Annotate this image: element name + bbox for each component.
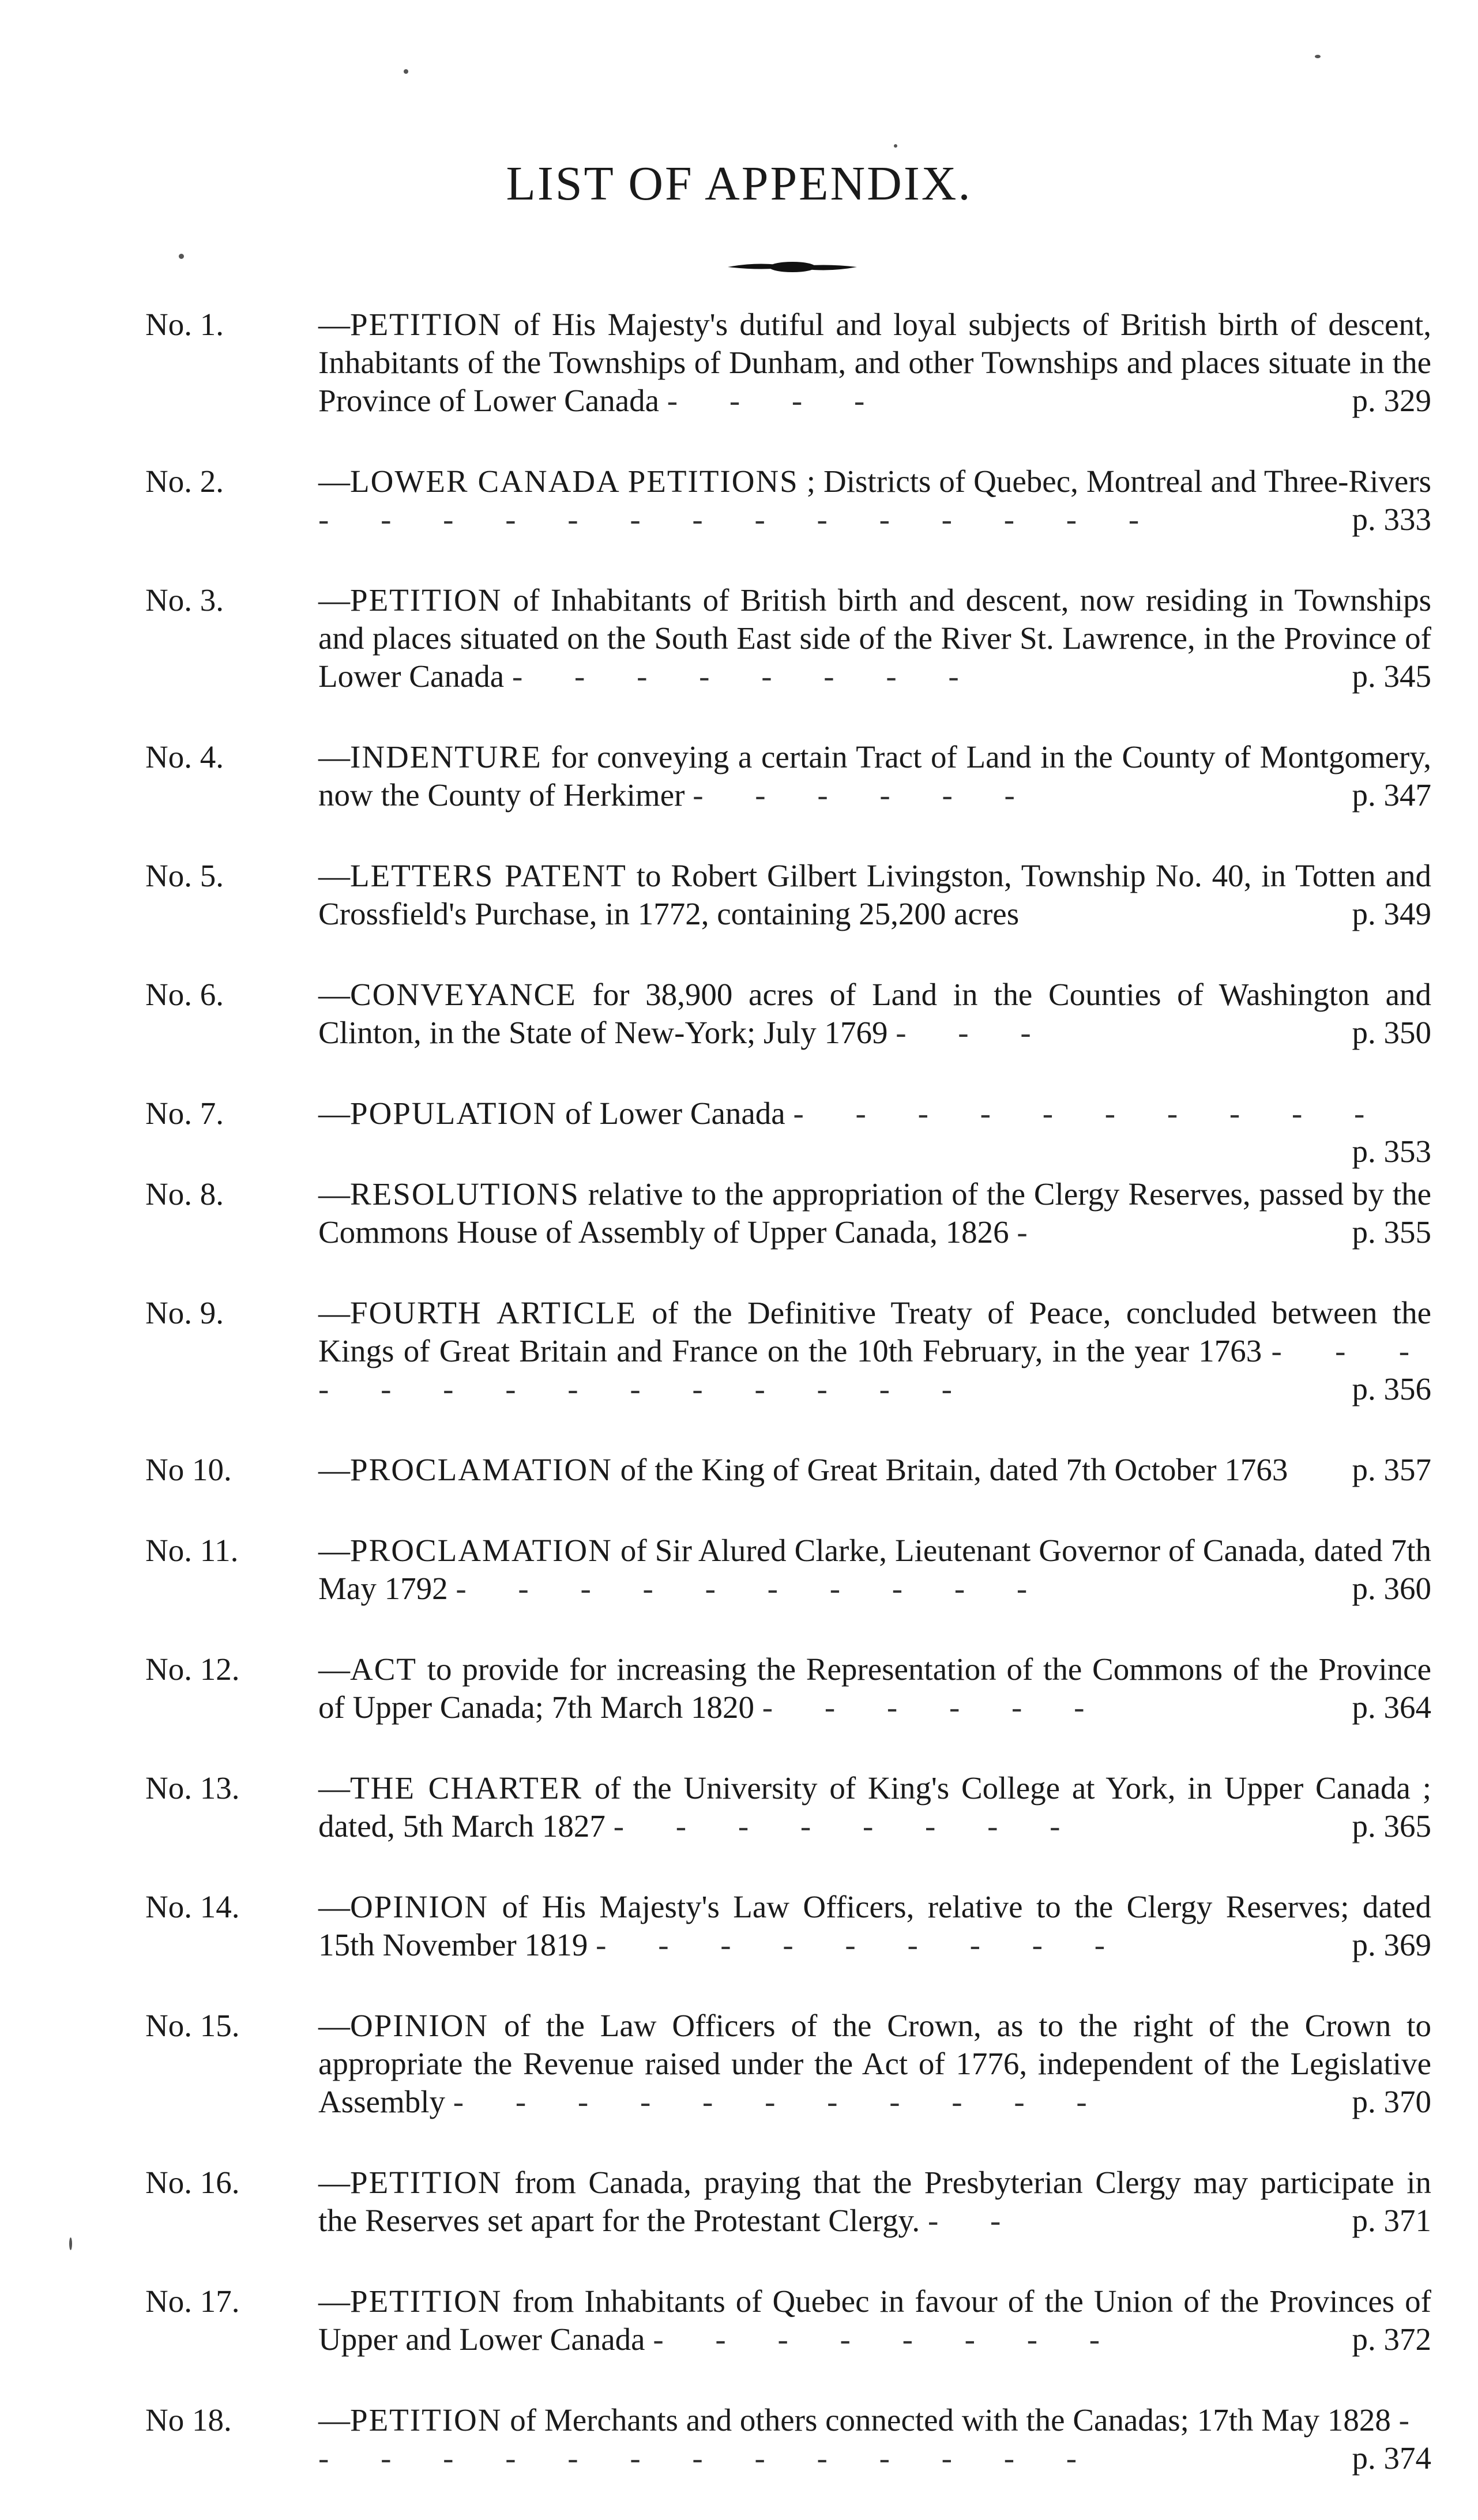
list-item: No. 17. —PETITION from Inhabitants of Quebec in favour of the Union of the Provinces of Upper and Lower Canada - - - - - - - - p. 372	[145, 2282, 1431, 2359]
entry-heading: PETITION	[350, 582, 502, 618]
page-reference: p. 365	[1341, 1807, 1432, 1845]
entry-number: No. 8.	[145, 1176, 224, 1212]
list-item: No. 6. —CONVEYANCE for 38,900 acres of Land in the Counties of Washington and Clinton, in the State of New-York; July 1769 - - - p. 350	[145, 976, 1431, 1052]
dot-leader: - - - - - - - - - -	[793, 1096, 1387, 1131]
list-item: No. 16. —PETITION from Canada, praying that the Presbyterian Clergy may participate in the Reserves set apart for the Protestant Clergy. - - p. 371	[145, 2164, 1431, 2240]
dot-leader: - - - - - - - - -	[596, 1927, 1127, 1962]
page-reference: p. 353	[1341, 1133, 1432, 1171]
list-item: No. 7. —POPULATION of Lower Canada - - - - - - - - - - p. 353	[145, 1094, 1431, 1133]
entry-heading: LOWER CANADA PETITIONS	[350, 464, 799, 499]
list-item: No. 4. —INDENTURE for conveying a certain Tract of Land in the County of Montgomery, now the County of Herkimer - - - - - - p. 347	[145, 738, 1431, 814]
entry-number: No. 2.	[145, 464, 224, 499]
list-item: No. 3. —PETITION of Inhabitants of British birth and descent, now residing in Townships and places situated on the South East side of the River St. Lawrence, in the Province of Lower Canada - - - - - - - - p. 345	[145, 581, 1431, 695]
entry-description: to provide for increasing the Representation of the Commons of the Province of Upper Canada; 7th March 1820	[318, 1652, 1431, 1725]
list-item: No. 12. —ACT to provide for increasing the Representation of the Commons of the Province of Upper Canada; 7th March 1820 - - - - - - p. 364	[145, 1650, 1431, 1727]
entry-number: No. 11.	[145, 1533, 239, 1568]
entry-description: of Sir Alured Clarke, Lieutenant Governor of Canada, dated 7th May 1792	[318, 1533, 1431, 1606]
page-reference: p. 369	[1341, 1926, 1432, 1964]
entry-description: of His Majesty's Law Officers, relative to the Clergy Reserves; dated 15th November 1819	[318, 1889, 1432, 1962]
entry-number: No 10.	[145, 1452, 232, 1487]
entry-description: of the Law Officers of the Crown, as to the right of the Crown to appropriate the Revenue raised under the Act of 1776, independent of the Legislative Assembly	[318, 2008, 1431, 2119]
dot-leader: - - - - - -	[693, 777, 1037, 813]
entry-heading: FOURTH ARTICLE	[350, 1295, 637, 1330]
entry-heading: CONVEYANCE	[350, 977, 577, 1012]
entry-description: for conveying a certain Tract of Land in the County of Montgomery, now the County of Herkimer	[318, 739, 1432, 813]
entry-number: No. 7.	[145, 1096, 224, 1131]
dot-leader: - - - - - - - - - - - - - -	[318, 2402, 1431, 2476]
entry-heading: POPULATION	[350, 1096, 558, 1131]
page-title: LIST OF APPENDIX.	[506, 157, 972, 210]
dot-leader: - - - - - - - - - -	[456, 1571, 1050, 1606]
dot-leader: - -	[927, 2203, 1023, 2238]
dot-leader: - - - - - - - -	[653, 2322, 1122, 2357]
page-reference: p. 350	[1341, 1014, 1432, 1052]
entry-heading: RESOLUTIONS	[350, 1176, 580, 1212]
page-reference: p. 360	[1341, 1570, 1432, 1608]
appendix-list	[145, 306, 1431, 2520]
entry-heading: THE CHARTER	[350, 1770, 583, 1806]
entry-number: No. 1.	[145, 307, 224, 342]
page-reference: p. 356	[1341, 1370, 1432, 1408]
entry-description: of His Majesty's dutiful and loyal subjects of British birth of descent, Inhabitants of the Townships of Dunham, and other Townships and places situate in the Province of Lower Canada	[318, 307, 1432, 418]
entry-heading: OPINION	[350, 1889, 489, 1924]
title-ornament	[728, 258, 857, 276]
entry-number: No. 17.	[145, 2284, 240, 2319]
page-reference: p. 355	[1341, 1213, 1432, 1251]
entry-number: No. 15.	[145, 2008, 240, 2043]
entry-description: relative to the appropriation of the Clergy Reserves, passed by the Commons House of Assembly of Upper Canada, 1826	[318, 1176, 1432, 1250]
page-reference: p. 371	[1341, 2202, 1432, 2240]
entry-heading: PETITION	[350, 2284, 502, 2319]
entry-number: No. 5.	[145, 858, 224, 893]
dot-leader: - - - - - - - -	[512, 659, 981, 694]
page-reference: p. 374	[1341, 2439, 1432, 2477]
entry-heading: LETTERS PATENT	[350, 858, 627, 893]
dot-leader: - - - - - -	[762, 1690, 1107, 1725]
print-speck	[179, 254, 184, 259]
list-item: No. 9. —FOURTH ARTICLE of the Definitive Treaty of Peace, concluded between the Kings of Great Britain and France on the 10th February, in the year 1763 - - - - - - - - - - - - - - p. 356	[145, 1294, 1431, 1408]
entry-description: of the Definitive Treaty of Peace, concluded between the Kings of Great Britain and France on the 10th February, in the year 1763	[318, 1295, 1431, 1368]
list-item: No. 5. —LETTERS PATENT to Robert Gilbert Livingston, Township No. 40, in Totten and Crossfield's Purchase, in 1772, containing 25,200 acres p. 349	[145, 857, 1431, 933]
entry-description: of the University of King's College at York, in Upper Canada ; dated, 5th March 1827	[318, 1770, 1431, 1844]
entry-heading: OPINION	[350, 2008, 489, 2043]
print-speck	[69, 2237, 72, 2250]
page-reference: p. 347	[1341, 776, 1432, 814]
entry-description: to Robert Gilbert Livingston, Township No. 40, in Totten and Crossfield's Purchase, in 1772, containing 25,200 acres	[318, 858, 1431, 931]
entry-description: of Lower Canada	[565, 1096, 785, 1131]
entry-description: ; Districts of Quebec, Montreal and Three-Rivers	[806, 464, 1431, 499]
entry-number: No. 12.	[145, 1652, 240, 1687]
print-speck	[894, 144, 897, 148]
page-reference: p. 357	[1341, 1451, 1432, 1489]
list-item: No. 11. —PROCLAMATION of Sir Alured Clarke, Lieutenant Governor of Canada, dated 7th May 1792 - - - - - - - - - - p. 360	[145, 1532, 1431, 1608]
entry-heading: ACT	[350, 1652, 417, 1687]
entry-description: of Inhabitants of British birth and descent, now residing in Townships and places situated on the South East side of the River St. Lawrence, in the Province of Lower Canada	[318, 582, 1432, 694]
dot-leader: - - - - - - - - - - - - - -	[318, 1333, 1432, 1406]
entry-number: No. 6.	[145, 977, 224, 1012]
entry-number: No 18.	[145, 2402, 232, 2438]
print-speck	[404, 69, 408, 74]
dot-leader: - - -	[896, 1015, 1053, 1050]
entry-number: No. 4.	[145, 739, 224, 774]
print-speck	[1315, 55, 1321, 58]
dot-leader: -	[1017, 1214, 1050, 1250]
page-reference: p. 349	[1341, 895, 1432, 933]
list-item: No. 13. —THE CHARTER of the University of King's College at York, in Upper Canada ; dated, 5th March 1827 - - - - - - - - p. 365	[145, 1769, 1431, 1845]
entry-heading: PROCLAMATION	[350, 1452, 612, 1487]
list-item: No 18. —PETITION of Merchants and others connected with the Canadas; 17th May 1828 - - - - - - - - - - - - - - p. 374	[145, 2401, 1431, 2477]
entry-number: No. 13.	[145, 1770, 240, 1806]
entry-description: for 38,900 acres of Land in the Counties of Washington and Clinton, in the State of New-York; July 1769	[318, 977, 1432, 1050]
page-reference: p. 345	[1341, 657, 1432, 695]
entry-description: from Inhabitants of Quebec in favour of the Union of the Provinces of Upper and Lower Canada	[318, 2284, 1431, 2357]
dot-leader: - - - -	[667, 383, 887, 418]
dot-leader: - - - - - - - - - - -	[453, 2084, 1109, 2119]
entry-description: of the King of Great Britain, dated 7th October 1763	[620, 1452, 1288, 1487]
entry-heading: INDENTURE	[350, 739, 542, 774]
page-reference: p. 372	[1341, 2320, 1432, 2359]
entry-number: No. 3.	[145, 582, 224, 618]
entry-number: No. 14.	[145, 1889, 240, 1924]
list-item: No. 2. —LOWER CANADA PETITIONS ; Districts of Quebec, Montreal and Three-Rivers - - - - - - - - - - - - - - p. 333	[145, 462, 1431, 539]
list-item: No. 15. —OPINION of the Law Officers of the Crown, as to the right of the Crown to appropriate the Revenue raised under the Act of 1776, independent of the Legislative Assembly - - - - - - - - - - - p. 370	[145, 2007, 1431, 2121]
entry-heading: PETITION	[350, 2165, 502, 2200]
page-reference: p. 329	[1341, 382, 1432, 420]
page-reference: p. 364	[1341, 1688, 1432, 1727]
entry-number: No. 16.	[145, 2165, 240, 2200]
page-reference: p. 370	[1341, 2083, 1432, 2121]
dot-leader: - - - - - - - - - - - - - -	[318, 502, 1161, 537]
entry-heading: PETITION	[350, 2402, 502, 2438]
entry-number: No. 9.	[145, 1295, 224, 1330]
entry-description: from Canada, praying that the Presbyterian Clergy may participate in the Reserves set apart for the Protestant Clergy.	[318, 2165, 1431, 2238]
list-item: No. 14. —OPINION of His Majesty's Law Officers, relative to the Clergy Reserves; dated 15th November 1819 - - - - - - - - - p. 369	[145, 1888, 1431, 1964]
list-item: No. 8. —RESOLUTIONS relative to the appropriation of the Clergy Reserves, passed by the Commons House of Assembly of Upper Canada, 1826 - p. 355	[145, 1175, 1431, 1251]
entry-heading: PROCLAMATION	[350, 1533, 612, 1568]
entry-description: of Merchants and others connected with the Canadas; 17th May 1828	[510, 2402, 1391, 2438]
list-item: No 10. —PROCLAMATION of the King of Great Britain, dated 7th October 1763 p. 357	[145, 1451, 1431, 1489]
list-item: No. 1. —PETITION of His Majesty's dutiful and loyal subjects of British birth of descent, Inhabitants of the Townships of Dunham, and other Townships and places situate in the Province of Lower Canada - - - - p. 329	[145, 306, 1431, 420]
page-reference: p. 333	[1341, 501, 1432, 539]
dot-leader: - - - - - - - -	[613, 1808, 1082, 1844]
entry-heading: PETITION	[350, 307, 502, 342]
